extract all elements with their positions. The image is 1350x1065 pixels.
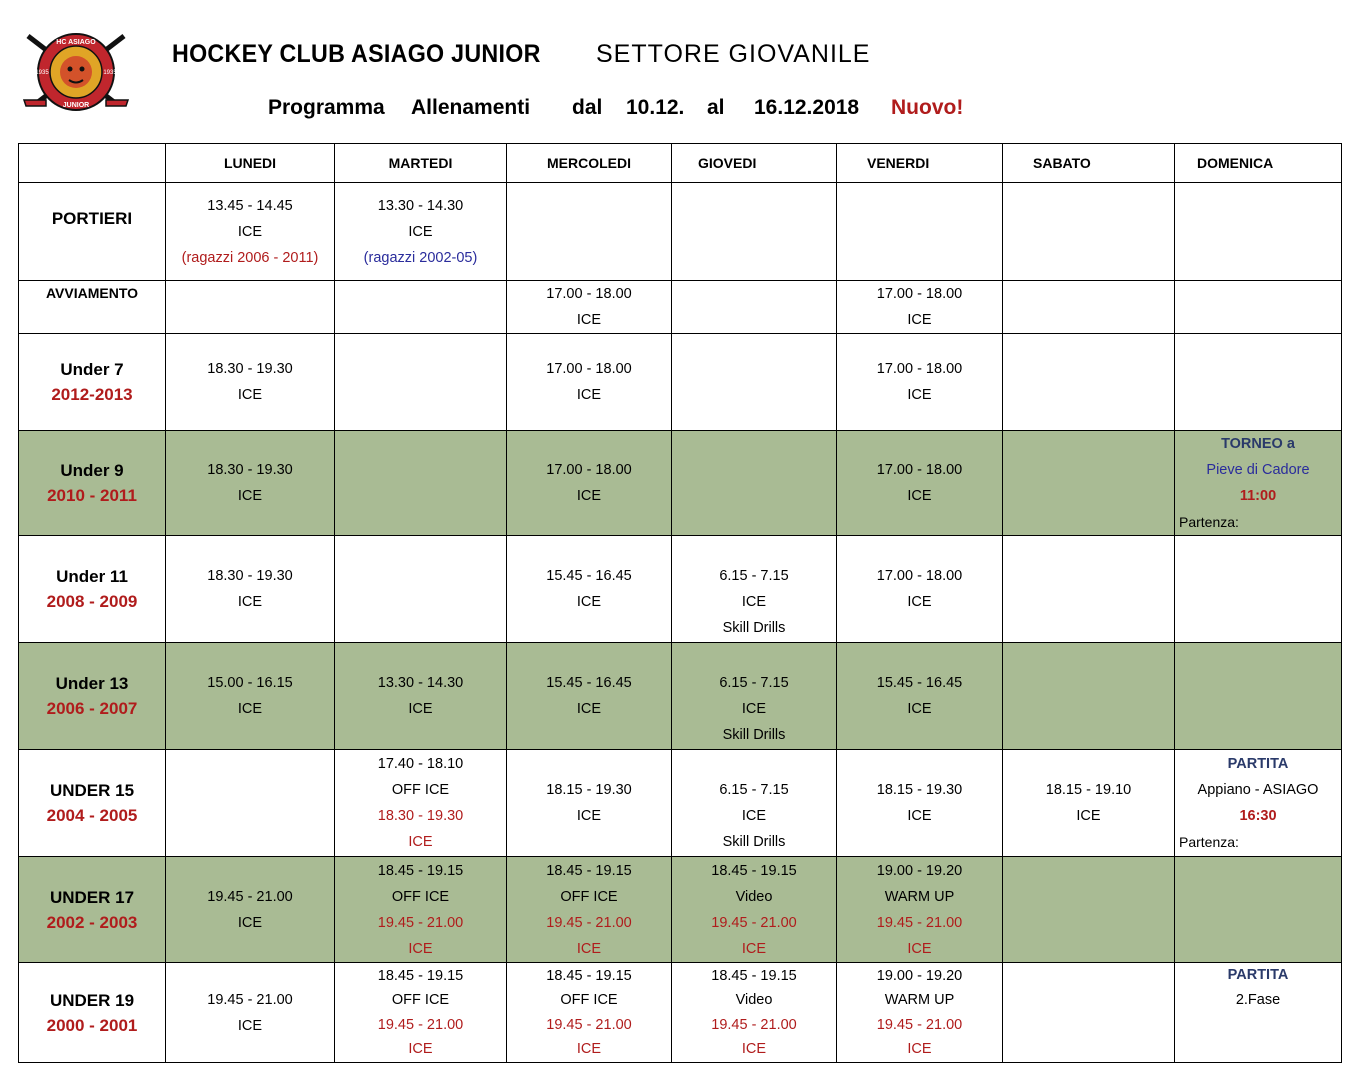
day-sunday: DOMENICA (1175, 144, 1342, 183)
schedule-cell: 18.15 - 19.30 ICE (837, 750, 1003, 857)
club-name: HOCKEY CLUB ASIAGO JUNIOR (172, 40, 541, 68)
corner-cell (19, 144, 166, 183)
schedule-cell: 19.45 - 21.00 ICE (166, 857, 335, 963)
schedule-cell: 19.00 - 19.20 WARM UP 19.45 - 21.00 ICE (837, 857, 1003, 963)
schedule-cell (837, 183, 1003, 281)
schedule-cell: 17.40 - 18.10 OFF ICE 18.30 - 19.30 ICE (335, 750, 507, 857)
schedule-cell: 18.30 - 19.30 ICE (166, 536, 335, 643)
svg-text:JUNIOR: JUNIOR (62, 102, 90, 109)
schedule-cell (1003, 643, 1175, 750)
sector-title: SETTORE GIOVANILE (596, 40, 871, 68)
table-row-under-13 (19, 643, 1342, 750)
schedule-cell: 18.45 - 19.15 Video 19.45 - 21.00 ICE (672, 857, 837, 963)
schedule-cell (672, 431, 837, 536)
row-label: Under 7 2012-2013 (19, 334, 166, 431)
schedule-cell (672, 334, 837, 431)
schedule-cell: TORNEO a Pieve di Cadore 11:00 Partenza: (1175, 431, 1342, 536)
schedule-cell (166, 281, 335, 334)
day-wednesday: MERCOLEDI (507, 144, 672, 183)
schedule-cell (1003, 183, 1175, 281)
svg-text:1935: 1935 (35, 70, 49, 76)
schedule-cell (335, 334, 507, 431)
trainings-label: Allenamenti (411, 96, 531, 119)
table-row-avviamento (19, 281, 1342, 334)
schedule-cell: 15.45 - 16.45 ICE (507, 643, 672, 750)
schedule-cell (1003, 334, 1175, 431)
day-saturday: SABATO (1003, 144, 1175, 183)
schedule-cell: 18.45 - 19.15 Video 19.45 - 21.00 ICE (672, 963, 837, 1063)
row-label: PORTIERI (19, 183, 166, 281)
row-label: Under 11 2008 - 2009 (19, 536, 166, 643)
table-row-under-7 (19, 334, 1342, 431)
day-monday: LUNEDI (166, 144, 335, 183)
schedule-cell: 6.15 - 7.15 ICE Skill Drills (672, 750, 837, 857)
row-label: Under 13 2006 - 2007 (19, 643, 166, 750)
to-date: 16.12.2018 (754, 96, 860, 119)
schedule-cell (335, 536, 507, 643)
schedule-cell (672, 281, 837, 334)
day-thursday: GIOVEDI (672, 144, 837, 183)
row-label: UNDER 15 2004 - 2005 (19, 750, 166, 857)
from-date: 10.12. (626, 96, 685, 119)
schedule-cell: PARTITA 2.Fase (1175, 963, 1342, 1063)
day-friday: VENERDI (837, 144, 1003, 183)
program-label: Programma (268, 96, 385, 119)
schedule-cell (1175, 643, 1342, 750)
schedule-cell (1175, 857, 1342, 963)
schedule-cell: 17.00 - 18.00 ICE (507, 281, 672, 334)
schedule-cell (672, 183, 837, 281)
schedule-cell (1003, 281, 1175, 334)
schedule-cell (1003, 857, 1175, 963)
schedule-cell: 18.45 - 19.15 OFF ICE 19.45 - 21.00 ICE (335, 963, 507, 1063)
schedule-cell: 6.15 - 7.15 ICE Skill Drills (672, 536, 837, 643)
svg-text:HC ASIAGO: HC ASIAGO (56, 39, 96, 46)
schedule-cell (1175, 183, 1342, 281)
schedule-cell: 17.00 - 18.00 ICE (837, 536, 1003, 643)
schedule-cell: 13.30 - 14.30 ICE (335, 643, 507, 750)
row-label: AVVIAMENTO (19, 281, 166, 334)
schedule-cell: 17.00 - 18.00 ICE (507, 334, 672, 431)
schedule-cell: 17.00 - 18.00 ICE (837, 431, 1003, 536)
schedule-cell (335, 431, 507, 536)
schedule-cell: 15.00 - 16.15 ICE (166, 643, 335, 750)
row-label: Under 9 2010 - 2011 (19, 431, 166, 536)
schedule-cell (1003, 963, 1175, 1063)
schedule-cell: 18.30 - 19.30 ICE (166, 334, 335, 431)
schedule-cell: 15.45 - 16.45 ICE (507, 536, 672, 643)
schedule-cell: 13.45 - 14.45 ICE (ragazzi 2006 - 2011) (166, 183, 335, 281)
schedule-cell: 18.15 - 19.10 ICE (1003, 750, 1175, 857)
schedule-cell: 17.00 - 18.00 ICE (837, 334, 1003, 431)
schedule-cell: 17.00 - 18.00 ICE (837, 281, 1003, 334)
schedule-cell: PARTITA Appiano - ASIAGO 16:30 Partenza: (1175, 750, 1342, 857)
schedule-cell: 18.15 - 19.30 ICE (507, 750, 672, 857)
header-row (19, 144, 1342, 183)
schedule-cell: 17.00 - 18.00 ICE (507, 431, 672, 536)
schedule-cell (335, 281, 507, 334)
row-label: UNDER 17 2002 - 2003 (19, 857, 166, 963)
table-row-under-15 (19, 750, 1342, 857)
schedule-cell (507, 183, 672, 281)
row-label: UNDER 19 2000 - 2001 (19, 963, 166, 1063)
hc-asiago-junior-logo (20, 30, 132, 114)
table-row-portieri (19, 183, 1342, 281)
training-schedule-table (18, 143, 1342, 1063)
table-row-under-9 (19, 431, 1342, 536)
schedule-cell (1175, 536, 1342, 643)
svg-text:1935: 1935 (103, 70, 117, 76)
schedule-cell (1175, 334, 1342, 431)
schedule-cell (1175, 281, 1342, 334)
schedule-cell: 19.45 - 21.00 ICE (166, 963, 335, 1063)
schedule-cell (166, 750, 335, 857)
table-row-under-19 (19, 963, 1342, 1063)
to-label: al (707, 96, 725, 119)
schedule-cell: 18.45 - 19.15 OFF ICE 19.45 - 21.00 ICE (335, 857, 507, 963)
schedule-cell: 6.15 - 7.15 ICE Skill Drills (672, 643, 837, 750)
schedule-cell: 19.00 - 19.20 WARM UP 19.45 - 21.00 ICE (837, 963, 1003, 1063)
schedule-cell (1003, 431, 1175, 536)
day-tuesday: MARTEDI (335, 144, 507, 183)
schedule-cell: 18.30 - 19.30 ICE (166, 431, 335, 536)
schedule-cell: 15.45 - 16.45 ICE (837, 643, 1003, 750)
table-row-under-17 (19, 857, 1342, 963)
from-label: dal (572, 96, 603, 119)
schedule-cell (1003, 536, 1175, 643)
schedule-cell: 13.30 - 14.30 ICE (ragazzi 2002-05) (335, 183, 507, 281)
schedule-cell: 18.45 - 19.15 OFF ICE 19.45 - 21.00 ICE (507, 963, 672, 1063)
schedule-cell: 18.45 - 19.15 OFF ICE 19.45 - 21.00 ICE (507, 857, 672, 963)
new-badge: Nuovo! (891, 96, 964, 119)
table-row-under-11 (19, 536, 1342, 643)
